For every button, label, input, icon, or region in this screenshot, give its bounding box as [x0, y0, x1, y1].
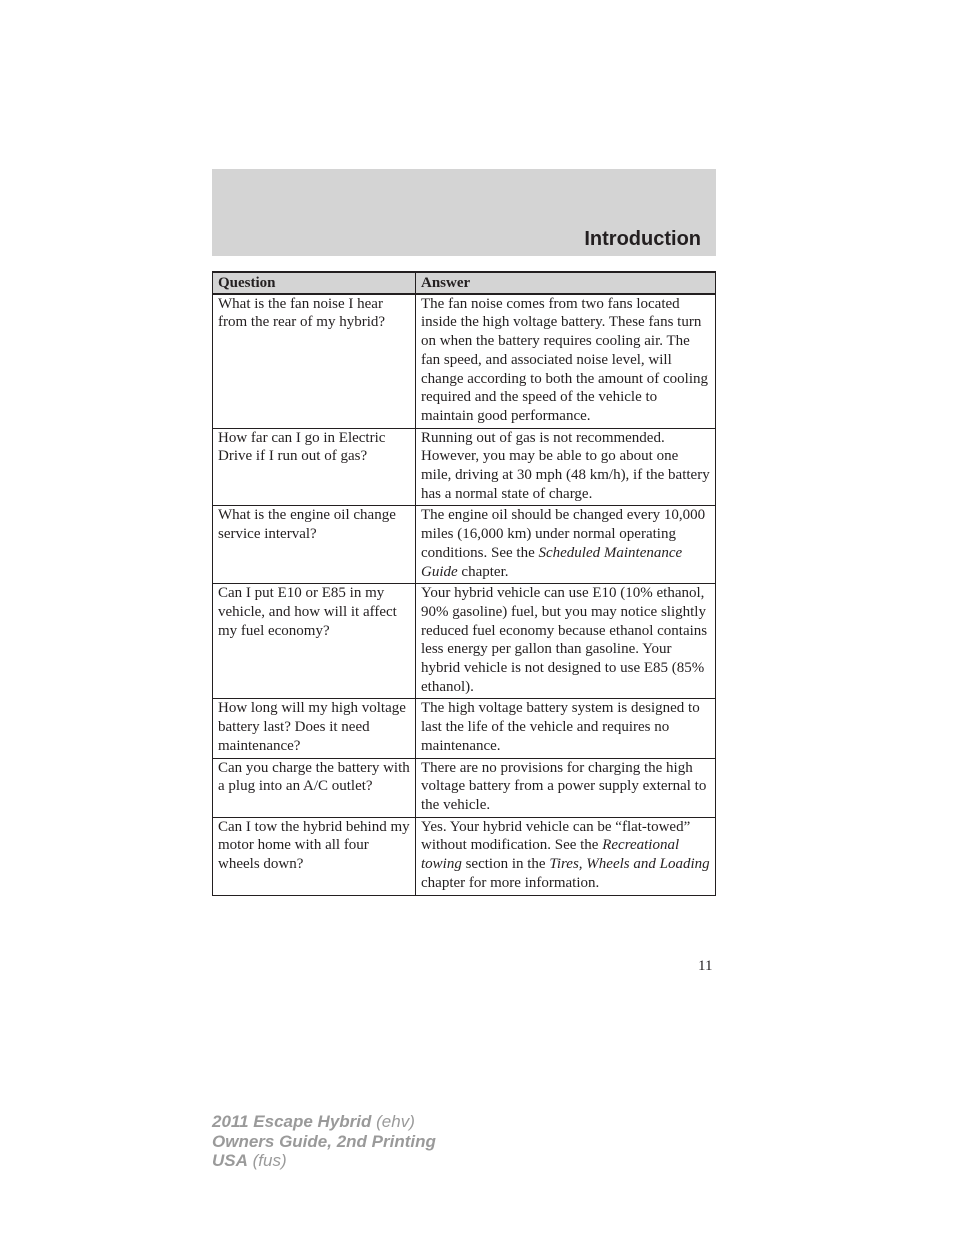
answer-cell: [416, 506, 716, 584]
question-cell: How long will my high voltage battery last? Does it need maintenance?: [213, 699, 416, 758]
answer-text: chapter for more information.: [421, 874, 600, 891]
table-row: [213, 506, 716, 584]
answer-text: Running out of gas is not recommended. However, you may be able to go about one mile, driving at 30 mph (48 km/h), if the battery has a normal state of charge.: [421, 429, 710, 502]
table-row: [213, 294, 716, 428]
footer-line-2: [212, 1132, 436, 1152]
footer-market-code: (fus): [252, 1151, 287, 1170]
question-cell: Can I put E10 or E85 in my vehicle, and how will it affect my fuel economy?: [213, 584, 416, 699]
footer-line-1: [212, 1112, 436, 1132]
answer-cell: [416, 294, 716, 428]
answer-text: The engine oil should be changed every 10,000 miles (16,000 km) under normal operating conditions. See the: [421, 507, 706, 561]
answer-text: section in the: [461, 856, 550, 873]
table-row: [213, 758, 716, 817]
table-row: [213, 428, 716, 506]
chapter-header-band: [212, 169, 716, 256]
footer-market: USA: [212, 1151, 248, 1170]
question-cell: How far can I go in Electric Drive if I run out of gas?: [213, 428, 416, 506]
answer-text: The fan noise comes from two fans located inside the high voltage battery. These fans turn on when the battery requires cooling air. The fan speed, and associated noise level, will change according to both the amount of cooling required and the speed of the vehicle to maintain good performance.: [421, 295, 708, 424]
answer-cell: [416, 758, 716, 817]
answer-text: The high voltage battery system is designed to last the life of the vehicle and requires no maintenance.: [421, 700, 700, 754]
answer-text: Your hybrid vehicle can use E10 (10% ethanol, 90% gasoline) fuel, but you may notice slightly reduced fuel economy because ethanol contains less energy per gallon than gasoline. Your hybrid vehicle is not designed to use E85 (85% ethanol).: [421, 585, 708, 695]
table-row: [213, 817, 716, 895]
table-row: [213, 584, 716, 699]
answer-text: There are no provisions for charging the high voltage battery from a power supply external to the vehicle.: [421, 759, 707, 813]
answer-text: Yes. Your hybrid vehicle can be “flat-towed” without modification. See the: [421, 818, 691, 854]
question-cell: Can I tow the hybrid behind my motor home with all four wheels down?: [213, 817, 416, 895]
answer-cell: [416, 817, 716, 895]
column-header-answer: Answer: [416, 272, 716, 294]
footer-model-code: (ehv): [376, 1112, 415, 1131]
answer-reference-text: Scheduled Maintenance Guide: [421, 544, 683, 580]
answer-cell: [416, 584, 716, 699]
footer-guide-edition: Owners Guide, 2nd Printing: [212, 1131, 436, 1151]
table-row: [213, 699, 716, 758]
answer-text: chapter.: [457, 563, 509, 580]
section-title: Introduction: [584, 228, 701, 250]
column-header-question: Question: [213, 272, 416, 294]
document-footer: [212, 1112, 436, 1171]
answer-cell: [416, 428, 716, 506]
question-cell: What is the engine oil change service interval?: [213, 506, 416, 584]
page-number: 11: [698, 958, 713, 974]
table-header-row: [213, 272, 716, 294]
answer-reference-text: Tires, Wheels and Loading: [549, 856, 710, 873]
question-cell: Can you charge the battery with a plug into an A/C outlet?: [213, 758, 416, 817]
answer-cell: [416, 699, 716, 758]
faq-table: [212, 271, 716, 896]
footer-line-3: [212, 1151, 436, 1171]
faq-table-body: [213, 294, 716, 895]
question-cell: What is the fan noise I hear from the rear of my hybrid?: [213, 294, 416, 428]
answer-reference-text: Recreational towing: [421, 837, 680, 873]
footer-model: 2011 Escape Hybrid: [212, 1112, 372, 1131]
